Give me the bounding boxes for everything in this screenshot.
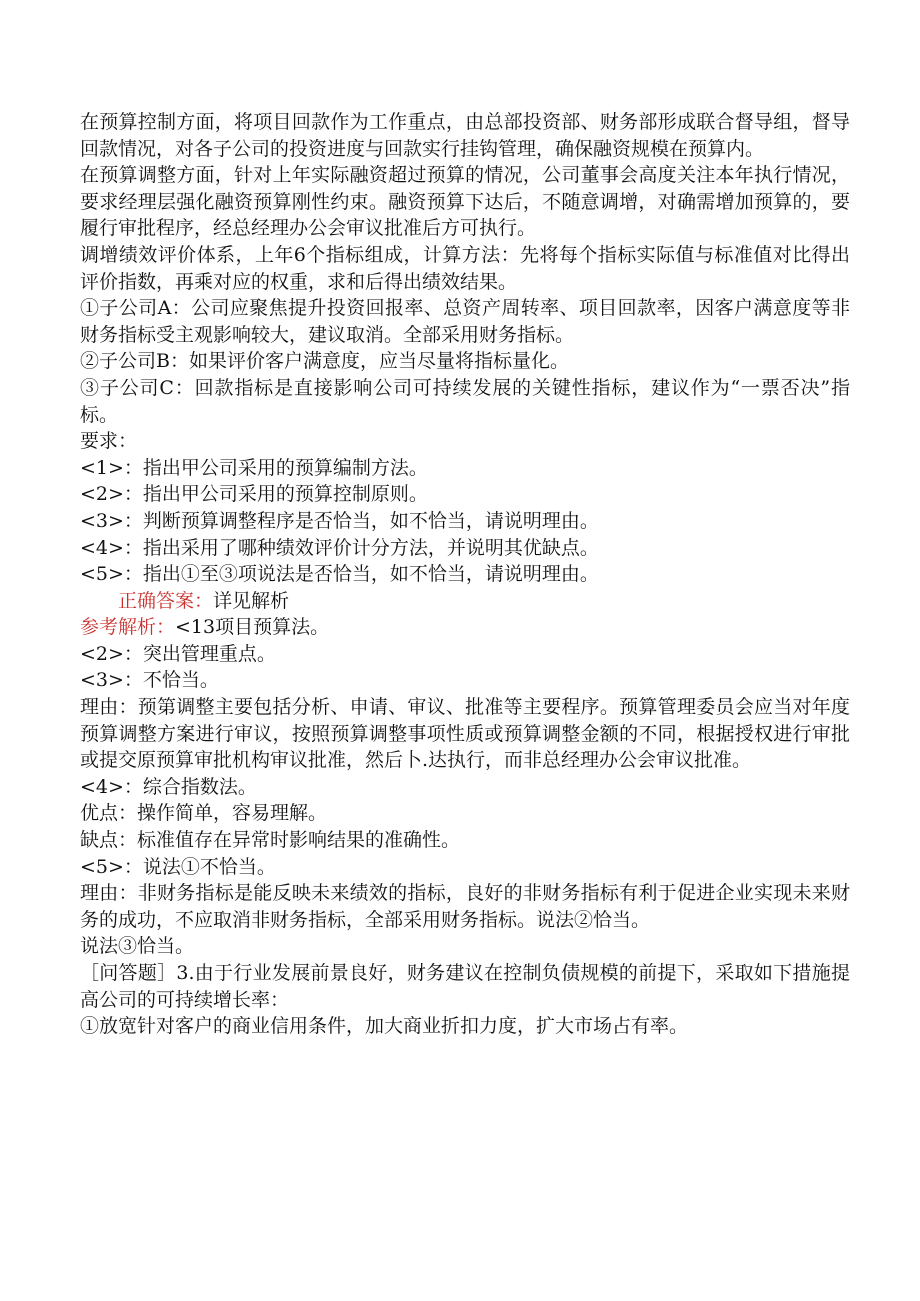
requirement-2: <2>：指出甲公司采用的预算控制原则。 — [80, 483, 428, 506]
reference-analysis-text: <13项目预算法。 — [175, 616, 330, 639]
correct-answer-label: 正确答案： — [118, 589, 214, 612]
paragraph-subsidiary-c: ③子公司C：回款指标是直接影响公司可持续发展的关键性指标，建议作为“一票否决”指标。 — [80, 376, 850, 426]
answer-4-disadvantages: 缺点：标准值存在异常时影响结果的准确性。 — [80, 829, 461, 852]
answer-4-advantages: 优点：操作简单，容易理解。 — [80, 802, 328, 825]
answer-3-reason: 理由：预第调整主要包括分析、申请、审议、批准等主要程序。预算管理委员会应当对年度预算调整方案进行审议，按照预算调整事项性质或预算调整金额的不同，根据授权进行审批或提交原预算审批机构审议批准，然后卜.达执行，而非总经理办公会审议批准。 — [80, 696, 850, 772]
requirement-5: <5>：指出①至③项说法是否恰当，如不恰当，请说明理由。 — [80, 563, 599, 586]
answer-3: <3>：不恰当。 — [80, 669, 219, 692]
answer-5-statement-3: 说法③恰当。 — [80, 935, 195, 958]
answer-4: <4>：综合指数法。 — [80, 775, 257, 798]
question-3-intro: ［问答题］3.由于行业发展前景良好，财务建议在控制负债规模的前提下，采取如下措施提高公司的可持续增长率： — [80, 962, 850, 1011]
requirements-heading: 要求： — [80, 430, 138, 453]
paragraph-performance-system: 调增绩效评价体系，上年6个指标组成，计算方法：先将每个指标实际值与标准值对比得出评价指数，再乘对应的权重，求和后得出绩效结果。 — [80, 243, 850, 293]
correct-answer — [80, 588, 850, 615]
reference-analysis — [80, 614, 850, 641]
requirement-3: <3>：判断预算调整程序是否恰当，如不恰当，请说明理由。 — [80, 509, 599, 532]
paragraph-subsidiary-b: ②子公司B：如果评价客户满意度，应当尽量将指标量化。 — [80, 350, 569, 373]
requirement-4: <4>：指出采用了哪种绩效评价计分方法，并说明其优缺点。 — [80, 536, 599, 559]
answer-5: <5>：说法①不恰当。 — [80, 855, 276, 878]
question-3-measure-1: ①放宽针对客户的商业信用条件，加大商业折扣力度，扩大市场占有率。 — [80, 1015, 689, 1038]
answer-5-reason: 理由：非财务指标是能反映未来绩效的指标，良好的非财务指标有利于促进企业实现未来财务的成功，不应取消非财务指标，全部采用财务指标。说法②恰当。 — [80, 882, 850, 931]
requirement-1: <1>：指出甲公司采用的预算编制方法。 — [80, 456, 428, 479]
reference-analysis-label: 参考解析： — [80, 616, 176, 639]
paragraph-subsidiary-a: ①子公司A：公司应聚焦提升投资回报率、总资产周转率、项目回款率，因客户满意度等非财务指标受主观影响较大，建议取消。全部采用财务指标。 — [80, 297, 850, 346]
correct-answer-text: 详见解析 — [213, 589, 290, 612]
paragraph-budget-control: 在预算控制方面，将项目回款作为工作重点，由总部投资部、财务部形成联合督导组，督导回款情况，对各子公司的投资进度与回款实行挂钩管理，确保融资规模在预算内。 — [80, 111, 850, 160]
answer-2: <2>：突出管理重点。 — [80, 642, 276, 665]
paragraph-budget-adjustment: 在预算调整方面，针对上年实际融资超过预算的情况，公司董事会高度关注本年执行情况，要求经理层强化融资预算刚性约束。融资预算下达后，不随意调增，对确需增加预算的，要履行审批程序，经总经理办公会审议批准后方可执行。 — [80, 164, 850, 240]
